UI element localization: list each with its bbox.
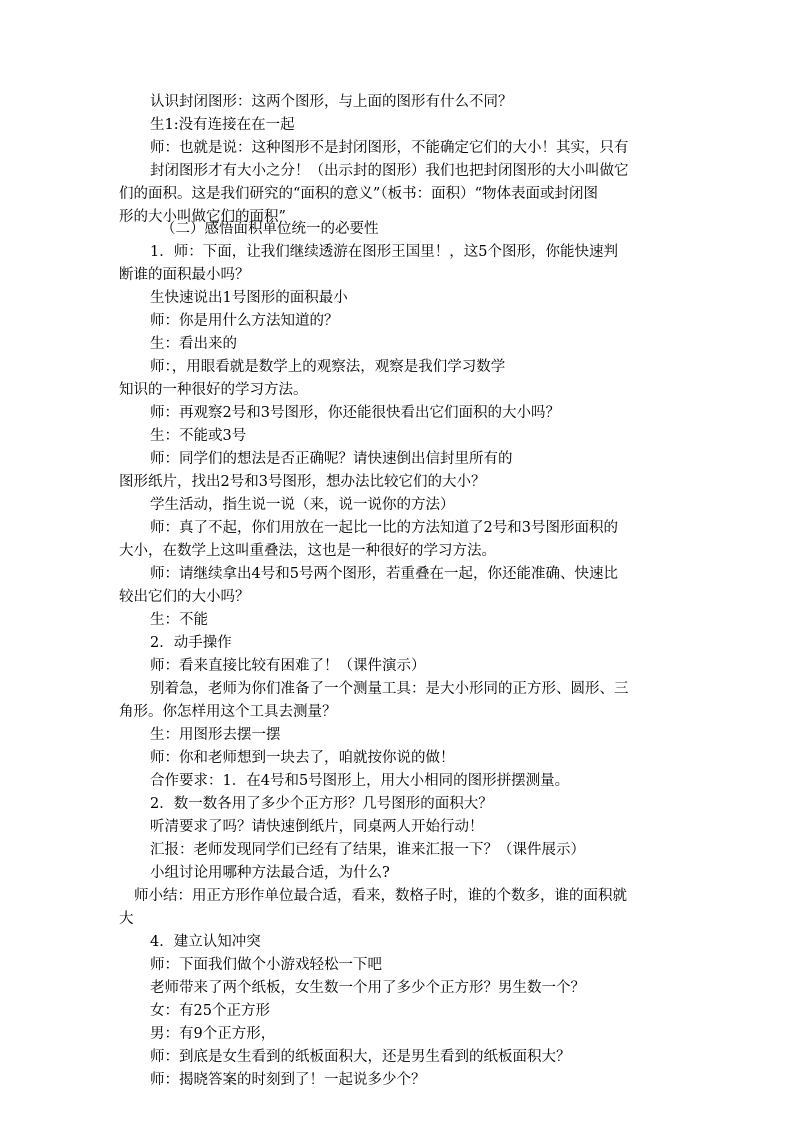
text-line: 师：真了不起，你们用放在一起比一比的方法知道了2号和3号图形面积的 (150, 520, 618, 536)
text-line: 小组讨论用哪种方法最合适，为什么? (150, 865, 390, 881)
text-line: 较出它们的大小吗？ (119, 589, 250, 605)
text-line: 师：请继续拿出4号和5号两个图形，若重叠在一起，你还能准确、快速比 (150, 566, 618, 582)
text-line: 1．师：下面，让我们继续透游在图形王国里！，这5个图形，你能快速判 (150, 244, 618, 260)
text-line: 师小结：用正方形作单位最合适，看来，数格子时，谁的个数多，谁的面积就 (134, 888, 627, 904)
text-line: 别着急，老师为你们准备了一个测量工具：是大小形同的正方形、圆形、三 (150, 681, 629, 697)
text-line: 4．建立认知冲突 (150, 934, 261, 950)
text-line: 学生活动，指生说一说（来，说一说你的方法） (150, 497, 455, 513)
text-line: 们的面积。这是我们研究的“面积的意义”（板书：面积）“物体表面或封闭图 (119, 186, 598, 202)
text-line: 师：下面我们做个小游戏轻松一下吧 (150, 957, 382, 973)
text-line: 图形纸片，找出2号和3号图形，想办法比较它们的大小？ (119, 474, 486, 490)
text-line: 生：用图形去摆一摆 (150, 727, 281, 743)
text-line: 形的大小叫做它们的面积” (119, 209, 286, 225)
text-line: 师：再观察2号和3号图形，你还能很快看出它们面积的大小吗？ (150, 405, 560, 421)
text-line: 老师带来了两个纸板，女生数一个用了多少个正方形？男生数一个？ (150, 980, 585, 996)
text-line: 师：到底是女生看到的纸板面积大，还是男生看到的纸板面积大？ (150, 1049, 571, 1065)
text-line: 生：不能 (150, 612, 208, 628)
text-line: 男：有9个正方形， (150, 1026, 276, 1042)
section-heading: （二）感悟面积单位统一的必要性 (161, 221, 379, 237)
text-line: 师：你是用什么方法知道的？ (150, 313, 339, 329)
text-line: 封闭图形才有大小之分！（出示封的图形）我们也把封闭图形的大小叫做它 (150, 163, 629, 179)
text-line: 断谁的面积最小吗？ (119, 267, 250, 283)
text-line: 合作要求：1．在4号和5号图形上，用大小相同的图形拼摆测量。 (150, 773, 570, 789)
text-line: 认识封闭图形：这两个图形，与上面的图形有什么不同？ (150, 94, 513, 110)
text-line: 汇报：老师发现同学们已经有了结果，谁来汇报一下？（课件展示） (150, 842, 585, 858)
text-line: 师：揭晓答案的时刻到了！一起说多少个？ (150, 1072, 426, 1088)
text-line: 听清要求了吗？请快速倒纸片，同桌两人开始行动！ (150, 819, 484, 835)
text-line: 生1:没有连接在在一起 (150, 117, 295, 133)
text-line: 角形。你怎样用这个工具去测量？ (119, 704, 337, 720)
text-line: 生快速说出1号图形的面积最小 (150, 290, 348, 306)
text-line: 师：看来直接比较有困难了！（课件演示） (150, 658, 426, 674)
text-line: 知识的一种很好的学习方法。 (119, 382, 308, 398)
text-line: 大 (119, 911, 134, 927)
text-line: 大小，在数学上这叫重叠法，这也是一种很好的学习方法。 (119, 543, 496, 559)
text-line: 2．数一数各用了多少个正方形？几号图形的面积大？ (150, 796, 493, 812)
text-line: 生：看出来的 (150, 336, 237, 352)
text-line: 师：同学们的想法是否正确呢？请快速倒出信封里所有的 (150, 451, 513, 467)
text-line: 师：，用眼看就是数学上的观察法，观察是我们学习数学 (150, 359, 506, 375)
text-line: 女：有25个正方形 (150, 1003, 270, 1019)
text-line: 生：不能或3号 (150, 428, 247, 444)
text-line: 师：也就是说：这种图形不是封闭图形，不能确定它们的大小！其实，只有 (150, 140, 629, 156)
text-line: 师：你和老师想到一块去了，咱就按你说的做！ (150, 750, 455, 766)
text-line: 2．动手操作 (150, 635, 232, 651)
